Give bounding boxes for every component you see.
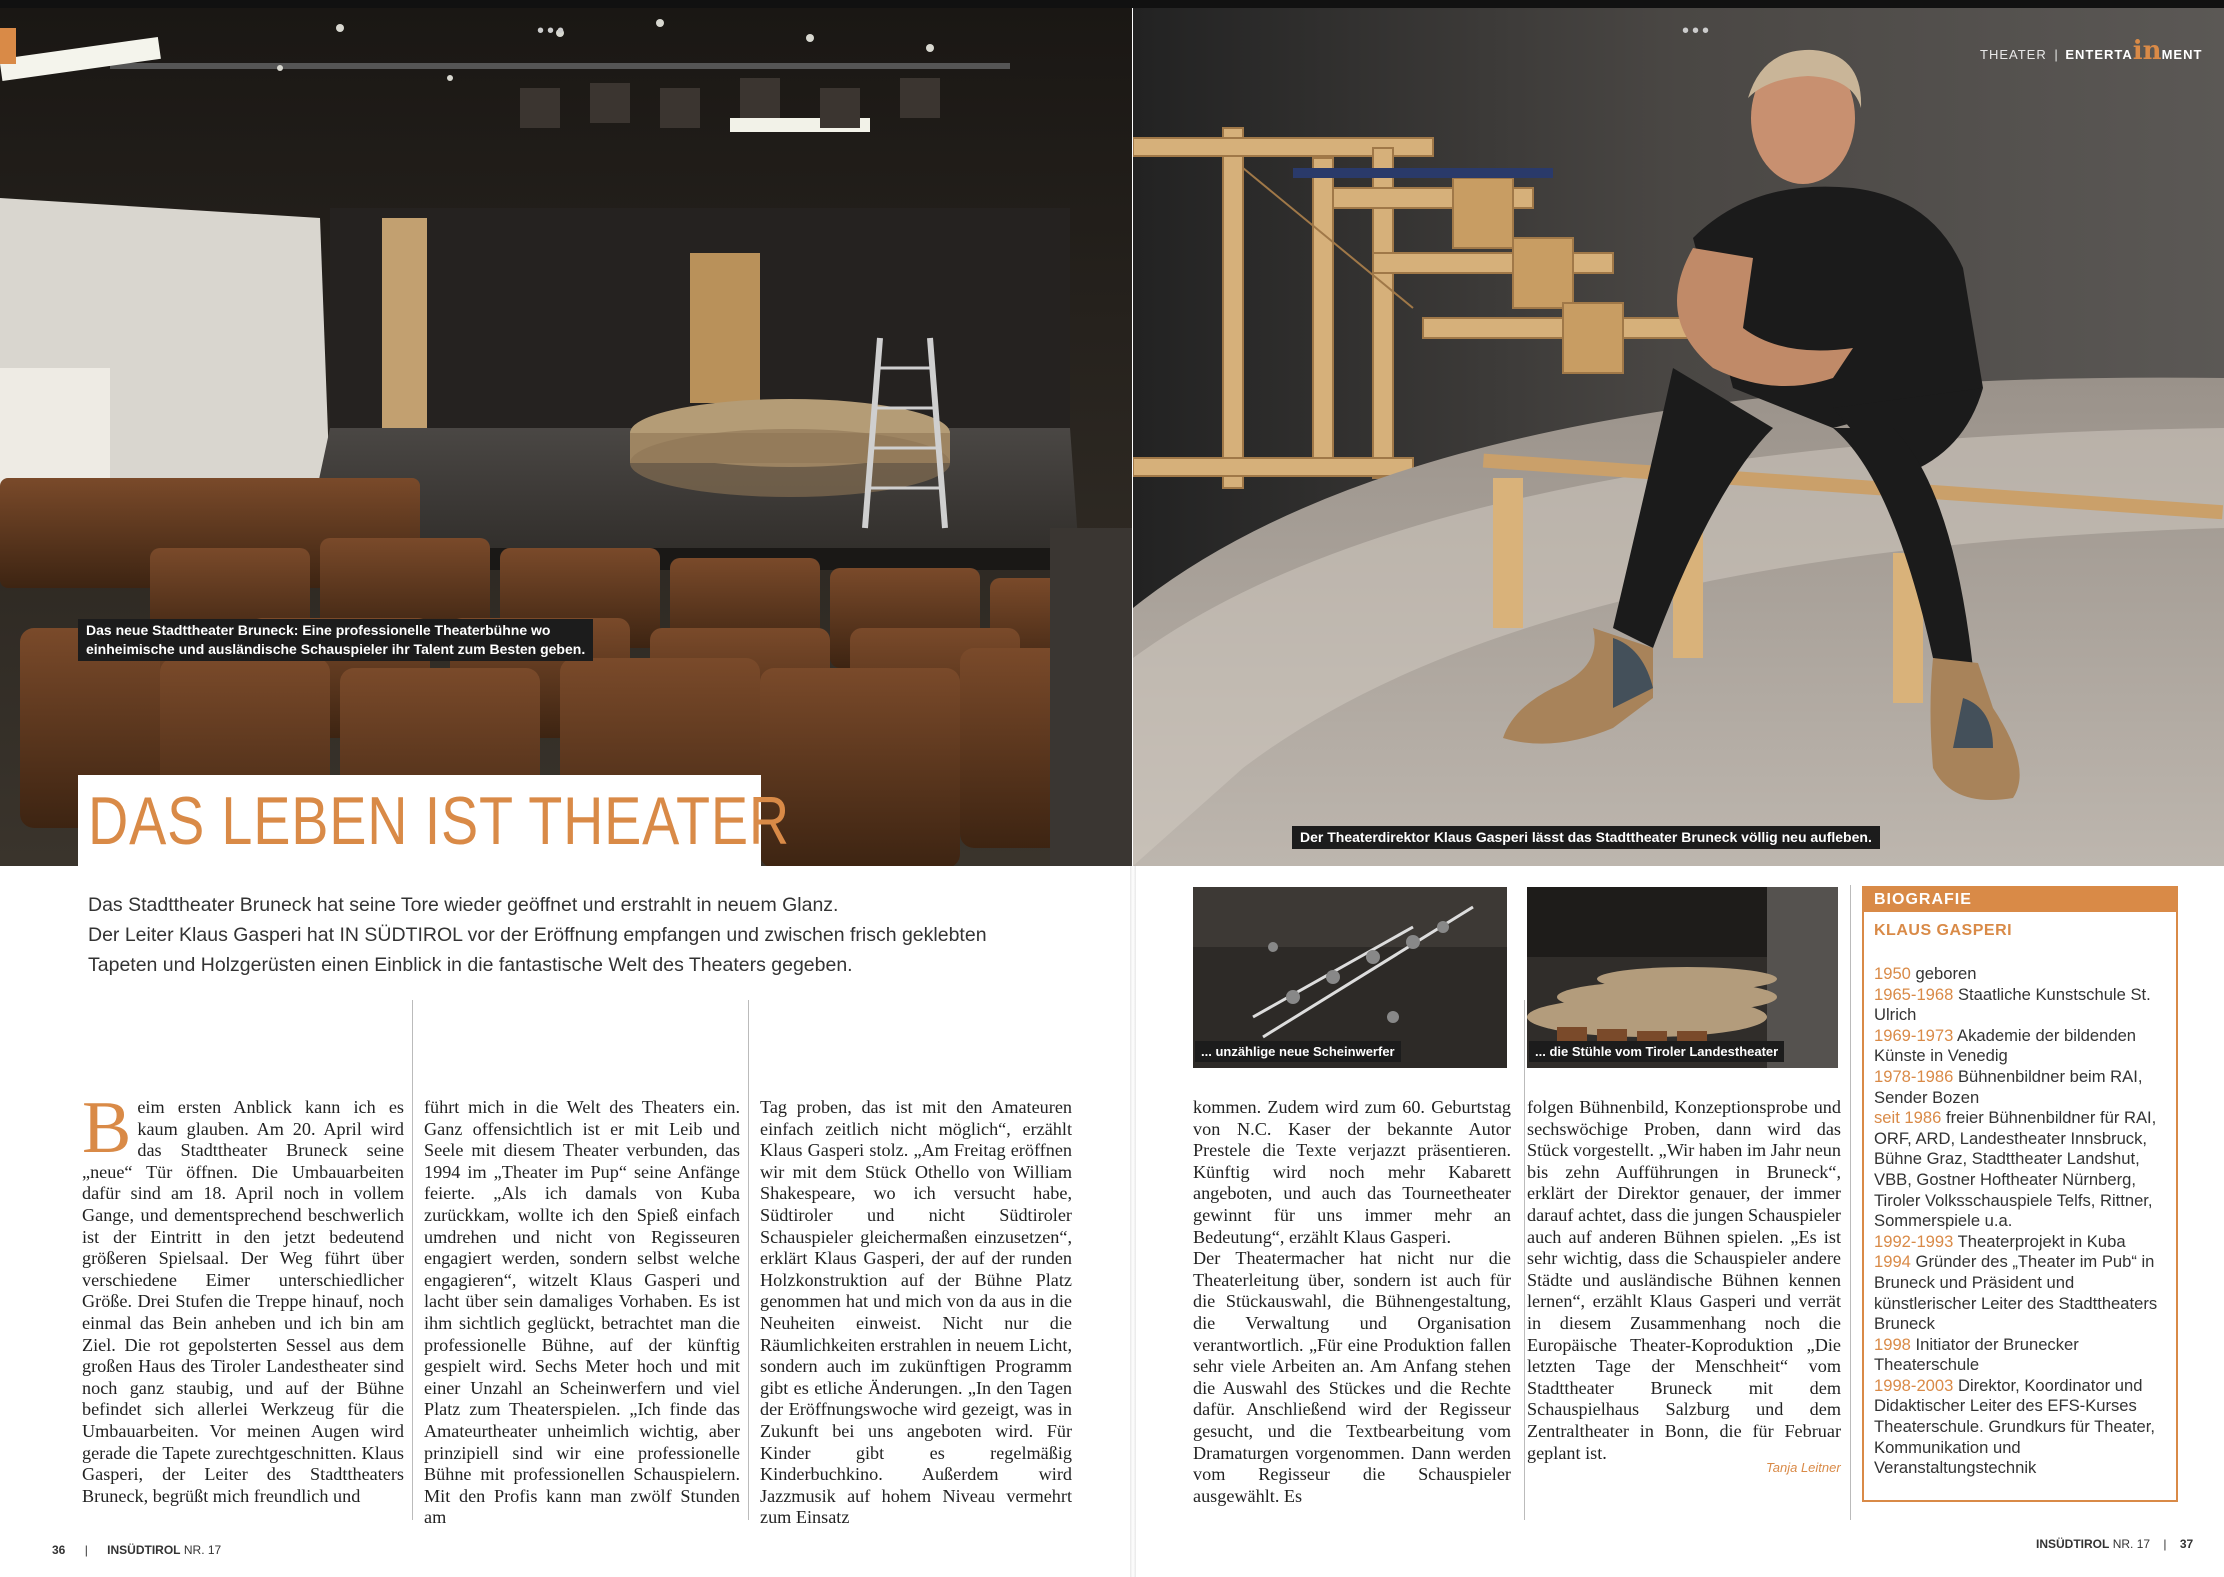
lead-line1: Das Stadttheater Bruneck hat seine Tore wieder geöffnet und erstrahlt in neuem Glanz. — [88, 894, 839, 916]
lead-line2: Der Leiter Klaus Gasperi hat IN SÜDTIROL vor der Eröffnung empfangen und zwischen frisch geklebten — [88, 924, 987, 946]
bio-entry — [1874, 1252, 2166, 1334]
brand-suffix: MENT — [2161, 47, 2203, 62]
bio-text: Gründer des „Theater im Pub“ in Bruneck und Präsident und künstlerischer Leiter des Stadttheaters Bruneck — [1874, 1252, 2158, 1334]
article-column-2 — [424, 1097, 740, 1529]
bio-entry — [1874, 1108, 2166, 1232]
biography-box — [1862, 886, 2178, 1502]
article-text-col3: Tag proben, das ist mit den Amateuren einfach zeitlich nicht möglich“, erzählt Klaus Gasperi stolz. „Am Freitag eröffnen wir mit dem Stück Othello von William Shakespeare, wo ich versucht habe, Südtiroler und nicht Südtiroler Schauspieler gleichermaßen einzusetzen“, erklärt Klaus Gasperi, der auf der runden Holzkonstruktion auf der Bühne Platz genommen hat und mich von da aus in die Neuheiten einweist. Nicht nur die Räumlichkeiten erstrahlen in neuem Licht, sondern auch im zukünftigen Programm gibt es etliche Änderungen. „In den Tagen der Eröffnungswoche wird gezeigt, was in Zukunft bei uns angeboten wird. Für Kinder gibt es regelmäßig Kinderbuchkino. Außerdem wird Jazzmusik auf hohem Niveau vermehrt zum Einsatz — [760, 1097, 1072, 1528]
bio-entry — [1874, 1067, 2166, 1108]
lead-text — [88, 890, 1088, 980]
page-dots-left: ••• — [537, 20, 568, 42]
article-text-col2: führt mich in die Welt des Theaters ein. Ganz offensichtlich ist er mit Leib und Seele mit diesem Theater verbunden, das 1994 im „Theater im Pup“ seine Anfänge feierte. „Als ich damals von Kuba zurückkam, wollte ich den Spieß einfach umdrehen und nicht von Regisseuren engagiert werden, sondern selbst welche engagieren“, witzelt Klaus Gasperi und lacht über sein damaliges Vorhaben. Es ist ihm sichtlich geglückt, betrachtet man die professionelle Bühne, auf der künftig gespielt wird. Sechs Meter hoch und mit einer Unzahl an Scheinwerfern und viel Platz zum Theaterspielen. „Ich finde das Amateurtheater unheimlich wichtig, aber prinzipiell sind wir eine professionelle Bühne mit professionellen Schauspielern. Mit den Profis kann man zwölf Stunden am — [424, 1097, 740, 1528]
bio-year: 1978-1986 — [1874, 1066, 1954, 1086]
footer-right-issue: NR. 17 — [2112, 1537, 2151, 1551]
bio-year: 1998 — [1874, 1334, 1911, 1354]
bio-year: 1994 — [1874, 1252, 1911, 1272]
bio-year: seit 1986 — [1874, 1108, 1942, 1128]
column-divider — [1524, 1000, 1525, 1520]
bio-header: BIOGRAFIE — [1864, 888, 2176, 912]
section-header — [1980, 36, 2202, 66]
dropcap: B — [82, 1087, 132, 1169]
top-edge — [0, 0, 2224, 8]
page-number-left: 36 — [52, 1543, 66, 1557]
column-divider — [748, 1000, 749, 1520]
footer-left-sep: | — [84, 1543, 88, 1557]
accent-tab — [0, 28, 16, 64]
article-text-col1: eim ersten Anblick kann ich es kaum glauben. Am 20. April wird das Stadttheater Bruneck seine „neue“ Tür öffnen. Die Umbauarbeiten dafür sind am 18. April noch in vollem Gange, und dementsprechend beschwerlich ist der Eintritt in den jetzt bedeutend größeren Spielsaal. Der Weg führt über verschiedene Eimer unterschiedlicher Größe. Drei Stufen die Treppe hinauf, noch einmal das Bein anheben und ich bin am Ziel. Die rot gepolsterten Sessel aus dem großen Haus des Tiroler Landestheater sind noch ganz staubig, und auf der Bühne befindet sich allerlei Werkzeug für die Umbauarbeiten. Vor meinen Augen wird gerade die Tapete zurechtgeschnitten. Klaus Gasperi, der Leiter des Stadttheaters Bruneck, begrüßt mich freundlich und — [82, 1097, 404, 1506]
bio-text: Bühnenbildner beim RAI, Sender Bozen — [1874, 1066, 2143, 1107]
brand-mark: in — [2132, 36, 2162, 66]
section-label: THEATER — [1980, 47, 2047, 62]
bio-name: KLAUS GASPERI — [1874, 922, 2013, 939]
bio-year: 1969-1973 — [1874, 1025, 1954, 1045]
left-photo-caption-line2: einheimische und ausländische Schauspieler ihr Talent zum Besten geben. — [86, 641, 586, 657]
brand-prefix: ENTERTA — [2065, 47, 2133, 62]
bio-entries — [1864, 940, 2176, 1479]
article-title: DAS LEBEN IST THEATER — [88, 783, 791, 859]
bio-entry — [1874, 1335, 2166, 1376]
bio-text: Akademie der bildenden Künste in Venedig — [1874, 1025, 2137, 1066]
footer-left-brand: INSÜDTIROL — [107, 1543, 181, 1557]
right-photo-caption: Der Theaterdirektor Klaus Gasperi lässt das Stadttheater Bruneck völlig neu aufleben. — [1292, 826, 1880, 849]
article-text-col5: folgen Bühnenbild, Konzeptionsprobe und sechswöchige Proben, dann wird das Stück vorgestellt. „Wir haben im Jahr neun bis zehn Aufführungen in Bruneck“, erklärt der Direktor genauer, der immer darauf achtet, dass die jungen Schauspieler auch auf anderen Bühnen spielen. „Es ist sehr wichtig, dass die Schauspieler andere Städte und ausländische Bühnen kennen lernen“, erzählt Klaus Gasperi und verrät in diesem Zusammenhang noch die Europäische Theater-Koproduktion „Die letzten Tage der Menschheit“ vom Stadttheater Bruneck mit dem Schauspielhaus Salzburg und dem Zentraltheater in Bonn, die für Februar geplant ist. — [1527, 1097, 1841, 1463]
spotlights-caption: ... unzählige neue Scheinwerfer — [1195, 1041, 1401, 1062]
left-photo-caption — [78, 619, 593, 661]
spotlights-photo — [1193, 887, 1507, 1068]
bio-text: freier Bühnenbildner für RAI, ORF, ARD, Landestheater Innsbruck, Bühne Graz, Stadttheater Landshut, VBB, Gostner Hoftheater Nürnberg, Tiroler Volksschauspiele Telfs, Rittner, Sommerspiele u.a. — [1874, 1108, 2157, 1231]
lead-line3: Tapeten und Holzgerüsten einen Einblick in die fantastische Welt des Theaters gegeben. — [88, 954, 853, 976]
section-divider: | — [2054, 47, 2058, 62]
page-dots-right: ••• — [1682, 20, 1713, 42]
article-column-4 — [1193, 1097, 1511, 1507]
bio-text: geboren — [1910, 964, 1977, 983]
article-text-col4b: Der Theatermacher hat nicht nur die Theaterleitung über, sondern ist auch für die Stückauswahl, die Bühnengestaltung, die Verwaltung und Organisation verantwortlich. „Für eine Produktion fallen sehr viele Arbeiten an. Am Anfang stehen die Auswahl des Stückes und die Rechte dafür. Anschließend wird der Regisseur gesucht, und die Textbearbeitung vom Dramaturgen vorgenommen. Dann werden vom Regisseur die Schauspieler ausgewählt. Es — [1193, 1248, 1511, 1506]
footer-left — [52, 1543, 221, 1557]
author-credit: Tanja Leitner — [1766, 1460, 1841, 1475]
title-box — [78, 775, 791, 866]
footer-right — [2036, 1537, 2193, 1551]
center-fold — [1130, 866, 1136, 1577]
article-text-col4: kommen. Zudem wird zum 60. Geburtstag von N.C. Kaser der bekannte Autor Prestele die Texte verjazzt präsentieren. Künftig wird noch mehr Kabarett angeboten, und auch das Tourneetheater gewinnt für uns immer mehr an Bedeutung“, erzählt Klaus Gasperi. — [1193, 1097, 1511, 1247]
bio-text: Direktor, Koordinator und Didaktischer Leiter des EFS-Kurses Theaterschule. Grundkurs für Theater, Kommunikation und Veranstaltungstechnik — [1874, 1375, 2156, 1478]
bio-text: Staatliche Kunstschule St. Ulrich — [1874, 984, 2151, 1025]
bio-entry — [1874, 1232, 2166, 1253]
page-number-right: 37 — [2179, 1537, 2194, 1551]
footer-right-sep: | — [2163, 1537, 2167, 1551]
bio-text: Initiator der Brunecker Theaterschule — [1874, 1334, 2079, 1375]
footer-left-issue: NR. 17 — [183, 1543, 222, 1557]
bio-text: Theaterprojekt in Kuba — [1953, 1231, 2126, 1251]
bio-year: 1965-1968 — [1874, 984, 1954, 1004]
article-column-3 — [760, 1097, 1072, 1529]
bio-year: 1998-2003 — [1874, 1375, 1954, 1395]
bio-year: 1950 — [1874, 964, 1911, 983]
bio-entry — [1874, 964, 2166, 985]
left-theater-photo — [0, 8, 1132, 866]
article-column-1 — [82, 1087, 404, 1507]
footer-right-brand: INSÜDTIROL — [2036, 1537, 2110, 1551]
bio-entry — [1874, 1376, 2166, 1479]
bio-entry — [1874, 1026, 2166, 1067]
seats-photo — [1527, 887, 1838, 1068]
seats-caption: ... die Stühle vom Tiroler Landestheater — [1529, 1041, 1784, 1062]
right-portrait-photo — [1133, 8, 2224, 866]
bio-year: 1992-1993 — [1874, 1231, 1954, 1251]
left-photo-caption-line1: Das neue Stadttheater Bruneck: Eine professionelle Theaterbühne wo — [86, 622, 551, 638]
column-divider — [412, 1000, 413, 1520]
article-column-5 — [1527, 1097, 1841, 1464]
column-divider — [1850, 885, 1851, 1520]
bio-entry — [1874, 985, 2166, 1026]
